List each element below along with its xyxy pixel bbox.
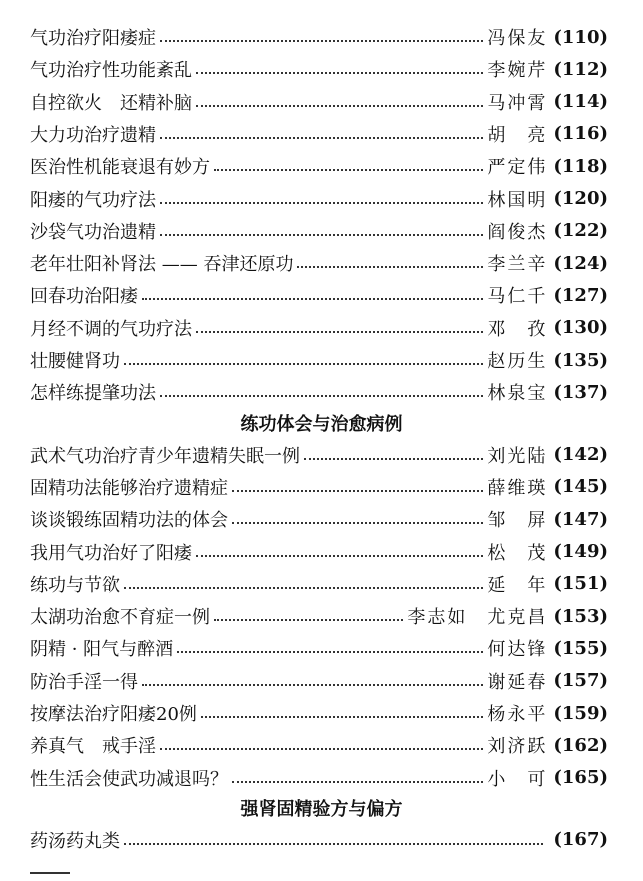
dot-leader <box>232 490 483 492</box>
dot-leader <box>196 72 483 74</box>
entry-title: 气功治疗性功能紊乱 <box>30 60 192 82</box>
entry-title: 老年壮阳补肾法 —— 吞津还原功 <box>30 254 294 276</box>
entry-author: 李兰辛 <box>487 254 548 276</box>
dot-leader <box>142 298 483 300</box>
dot-leader <box>196 555 483 557</box>
entry-title: 阴精 · 阳气与醉酒 <box>30 639 174 661</box>
entry-author: 邓 孜 <box>487 318 548 340</box>
dot-leader <box>124 587 483 589</box>
toc-entry[interactable] <box>30 504 608 534</box>
dot-leader <box>160 395 483 397</box>
entry-title: 阳痿的气功疗法 <box>30 189 156 211</box>
toc-entry[interactable] <box>30 633 608 663</box>
entry-title: 医治性机能衰退有妙方 <box>30 157 210 179</box>
entry-author: 李婉芹 <box>487 60 548 82</box>
entry-author: 何达锋 <box>487 639 548 661</box>
entry-author: 李志如 尤克昌 <box>407 607 548 629</box>
dot-leader <box>297 266 483 268</box>
entry-page-number: (130) <box>553 317 608 339</box>
dot-leader <box>232 522 483 524</box>
dot-leader <box>142 684 483 686</box>
toc-entry[interactable] <box>30 151 608 181</box>
entry-author: 马仁千 <box>487 286 548 308</box>
dot-leader <box>232 781 483 783</box>
dot-leader <box>177 651 483 653</box>
entry-page-number: (157) <box>553 670 608 692</box>
toc-entry[interactable] <box>30 345 608 375</box>
entry-page-number: (127) <box>553 284 608 306</box>
toc-entry[interactable] <box>30 472 608 502</box>
toc-entry[interactable] <box>30 601 608 631</box>
entry-author: 刘光陆 <box>487 445 548 467</box>
toc-entry[interactable] <box>30 730 608 760</box>
dot-leader <box>214 169 483 171</box>
entry-page-number: (110) <box>553 26 608 48</box>
entry-page-number: (153) <box>553 605 608 627</box>
entry-page-number: (165) <box>553 767 608 789</box>
toc-entry[interactable] <box>30 54 608 84</box>
entry-page-number: (149) <box>553 541 608 562</box>
entry-title: 练功与节欲 <box>30 574 120 596</box>
entry-title: 按摩法治疗阳痿20例 <box>30 704 197 725</box>
dot-leader <box>160 40 483 42</box>
toc-entry[interactable] <box>30 537 608 567</box>
entry-author: 邹 屏 <box>487 510 548 532</box>
toc-entry[interactable] <box>30 280 608 310</box>
entry-author: 薛维瑛 <box>487 477 548 499</box>
entry-title: 怎样练提肇功法 <box>30 383 156 405</box>
toc-entry[interactable] <box>30 313 608 343</box>
entry-title: 自控欲火 还精补脑 <box>30 92 192 114</box>
entry-page-number: (151) <box>553 573 608 595</box>
entry-page-number: (120) <box>553 188 608 209</box>
entry-title: 气功治疗阳痿症 <box>30 28 156 49</box>
entry-page-number: (114) <box>553 91 608 113</box>
entry-page-number: (167) <box>553 829 608 851</box>
entry-page-number: (116) <box>553 123 608 145</box>
entry-page-number: (122) <box>553 220 608 242</box>
entry-page-number: (147) <box>553 508 608 530</box>
toc-entry[interactable] <box>30 22 608 52</box>
dot-leader <box>304 458 483 460</box>
entry-title: 谈谈锻练固精功法的体会 <box>30 510 228 532</box>
dot-leader <box>160 202 483 204</box>
entry-author: 阎俊杰 <box>487 221 548 243</box>
dot-leader <box>196 105 483 107</box>
dot-leader <box>124 843 543 845</box>
entry-page-number: (124) <box>553 252 608 274</box>
dot-leader <box>160 234 483 236</box>
entry-author: 林泉宝 <box>487 383 548 405</box>
toc-entry[interactable] <box>30 666 608 696</box>
toc-entry[interactable] <box>30 569 608 599</box>
entry-page-number: (142) <box>553 444 608 466</box>
entry-title: 月经不调的气功疗法 <box>30 318 192 340</box>
entry-author: 冯保友 <box>487 28 548 49</box>
toc-entry[interactable] <box>30 440 608 470</box>
entry-page-number: (112) <box>553 58 608 80</box>
entry-page-number: (145) <box>553 476 608 498</box>
entry-page-number: (118) <box>553 155 608 177</box>
entry-author: 林国明 <box>487 189 548 211</box>
entry-author: 小 可 <box>487 768 548 790</box>
toc-entry[interactable] <box>30 119 608 149</box>
entry-title: 性生活会使武功减退吗？ <box>30 768 228 790</box>
entry-author: 延 年 <box>487 574 548 596</box>
page-cut-fragment <box>30 872 70 877</box>
toc-entry[interactable] <box>30 87 608 117</box>
entry-page-number: (155) <box>553 637 608 659</box>
section-heading: 练功体会与治愈病例 <box>240 413 403 435</box>
entry-page-number: (159) <box>553 702 608 724</box>
entry-author: 赵历生 <box>487 351 548 372</box>
entry-title: 防治手淫一得 <box>30 671 138 693</box>
toc-entry[interactable] <box>30 763 608 793</box>
entry-author: 谢延春 <box>487 671 548 693</box>
entry-page-number: (137) <box>553 381 608 403</box>
entry-title: 我用气功治好了阳痿 <box>30 542 192 564</box>
entry-author: 严定伟 <box>487 157 548 179</box>
dot-leader <box>160 748 483 750</box>
entry-title: 养真气 戒手淫 <box>30 736 156 758</box>
dot-leader <box>196 331 483 333</box>
dot-leader <box>124 363 483 365</box>
entry-title: 太湖功治愈不育症一例 <box>30 607 210 629</box>
entry-title: 固精功法能够治疗遗精症 <box>30 477 228 499</box>
entry-title: 回春功治阳痿 <box>30 286 138 308</box>
dot-leader <box>214 619 403 621</box>
toc-entry[interactable] <box>30 184 608 214</box>
dot-leader <box>160 137 483 139</box>
entry-author: 刘济跃 <box>487 736 548 758</box>
toc-entry[interactable] <box>30 216 608 246</box>
entry-author: 马冲霄 <box>487 92 548 114</box>
toc-entry[interactable] <box>30 825 608 855</box>
entry-author: 胡 亮 <box>487 124 548 146</box>
entry-author: 杨永平 <box>487 704 548 725</box>
section-heading: 强肾固精验方与偏方 <box>240 798 403 820</box>
entry-title: 武术气功治疗青少年遗精失眠一例 <box>30 445 300 467</box>
toc-entry[interactable] <box>30 377 608 407</box>
entry-title: 药汤药丸类 <box>30 830 120 852</box>
entry-author: 松 茂 <box>487 542 548 564</box>
entry-title: 壮腰健肾功 <box>30 351 120 372</box>
entry-page-number: (162) <box>553 734 608 756</box>
dot-leader <box>201 716 483 718</box>
entry-page-number: (135) <box>553 349 608 371</box>
entry-title: 大力功治疗遗精 <box>30 124 156 146</box>
toc-entry[interactable] <box>30 698 608 728</box>
entry-title: 沙袋气功治遗精 <box>30 221 156 243</box>
toc-entry[interactable] <box>30 248 608 278</box>
